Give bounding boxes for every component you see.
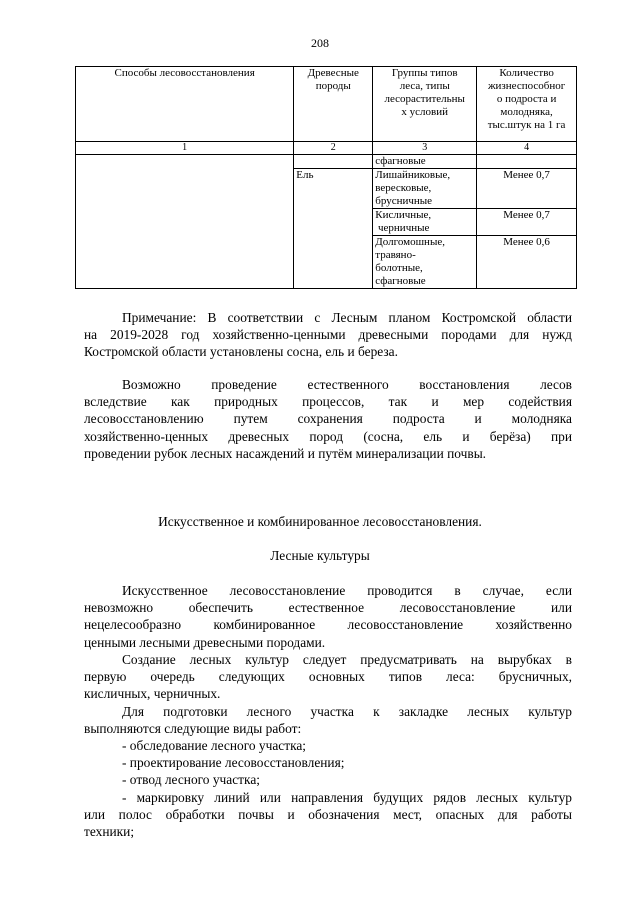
table-header-row (76, 67, 577, 142)
quantity-cell (477, 155, 577, 169)
list-item: - проектирование лесовосстановления; (122, 755, 345, 771)
column-number: 1 (76, 142, 294, 155)
header-line: Количество (499, 67, 554, 79)
natural-regeneration-paragraph (84, 376, 572, 462)
header-species (294, 67, 373, 142)
quantity-cell: Менее 0,7 (477, 169, 577, 209)
text-line: Создание лесных культур следует предусматривать на вырубках в (122, 652, 572, 667)
header-line: лесорастительны (384, 93, 465, 105)
section-title: Искусственное и комбинированное лесовосстановления. (158, 514, 482, 529)
marking-list-item (84, 789, 572, 841)
works-list (84, 737, 572, 789)
text-line: выполняются следующие виды работ: (84, 721, 302, 737)
page-number: 208 (311, 36, 329, 50)
text-line: Примечание: В соответствии с Лесным планом Костромской области (122, 310, 572, 325)
header-line: о подроста и (496, 93, 557, 105)
species-cell-empty (294, 155, 373, 169)
header-line: леса, типы (399, 80, 450, 92)
text-line: нецелесообразно комбинированное лесовосстановление хозяйственно (84, 617, 572, 633)
header-line: Древесные (307, 67, 359, 79)
text-line: на 2019-2028 год хозяйственно-ценными древесными породами для нужд (84, 327, 572, 343)
note-paragraph (84, 309, 572, 361)
text-line: Искусственное лесовосстановление проводится в случае, если (122, 583, 572, 598)
header-forest-groups (373, 67, 477, 142)
group-line: сфагновые (375, 275, 426, 287)
forest-group-cell (373, 169, 477, 209)
forest-crops-paragraph (84, 651, 572, 703)
text-line: проведении рубок лесных насаждений и путём минерализации почвы. (84, 445, 487, 461)
header-quantity (477, 67, 577, 142)
method-cell-empty (76, 155, 294, 289)
group-line: сфагновые (375, 155, 426, 167)
text-line: или полос обработки почвы и обозначения мест, опасных для работы (84, 807, 572, 823)
artificial-reforestation-paragraph (84, 582, 572, 651)
text-line: первую очередь следующих основных типов леса: брусничных, (84, 669, 572, 685)
text-line: техники; (84, 824, 135, 840)
table-row (76, 155, 577, 169)
header-line: молодняка, (500, 106, 553, 118)
forest-group-cell (373, 236, 477, 289)
quantity-cell: Менее 0,7 (477, 209, 577, 236)
text-line: Возможно проведение естественного восстановления лесов (122, 377, 572, 392)
text-line: ценными лесными древесными породами. (84, 634, 326, 650)
group-line: Долгомошные, (375, 236, 445, 248)
text-line: Для подготовки лесного участка к закладке лесных культур (122, 704, 572, 719)
quantity-cell: Менее 0,6 (477, 236, 577, 289)
list-item: - отвод лесного участка; (122, 772, 260, 788)
column-number-row (76, 142, 577, 155)
text-line: - маркировку линий или направления будущих рядов лесных культур (122, 790, 572, 805)
header-line: тыс.штук на 1 га (487, 119, 566, 131)
forest-group-cell (373, 155, 477, 169)
header-methods-label: Способы лесовосстановления (114, 67, 255, 79)
header-line: х условий (401, 106, 449, 118)
header-line: породы (315, 80, 351, 92)
text-line: Костромской области установлены сосна, ель и береза. (84, 344, 398, 360)
column-number: 3 (373, 142, 477, 155)
list-item: - обследование лесного участка; (122, 738, 307, 753)
text-line: хозяйственно-ценных древесных пород (сосна, ель и берёза) при (84, 428, 572, 444)
forest-group-cell (373, 209, 477, 236)
group-line: брусничные (375, 195, 433, 207)
group-line: вересковые, (375, 182, 432, 194)
text-line: кисличных, черничных. (84, 686, 221, 702)
column-number: 2 (294, 142, 373, 155)
column-number: 4 (477, 142, 577, 155)
header-methods (76, 67, 294, 142)
group-line: черничные (375, 222, 430, 234)
group-line: болотные, (375, 262, 423, 274)
preparation-paragraph (84, 703, 572, 737)
text-line: лесовосстановлению путем сохранения подроста и молодняка (84, 411, 572, 427)
species-cell (294, 169, 373, 289)
header-line: Группы типов (391, 67, 458, 79)
group-line: Лишайниковые, (375, 169, 451, 181)
group-line: травяно- (375, 249, 416, 261)
species-name: Ель (296, 169, 314, 181)
reforestation-table (75, 66, 577, 289)
text-line: невозможно обеспечить естественное лесовосстановление или (84, 600, 572, 616)
subsection-title: Лесные культуры (270, 548, 370, 563)
group-line: Кисличные, (375, 209, 432, 221)
text-line: вследствие как природных процессов, так и мер содействия (84, 394, 572, 410)
header-line: жизнеспособног (487, 80, 566, 92)
